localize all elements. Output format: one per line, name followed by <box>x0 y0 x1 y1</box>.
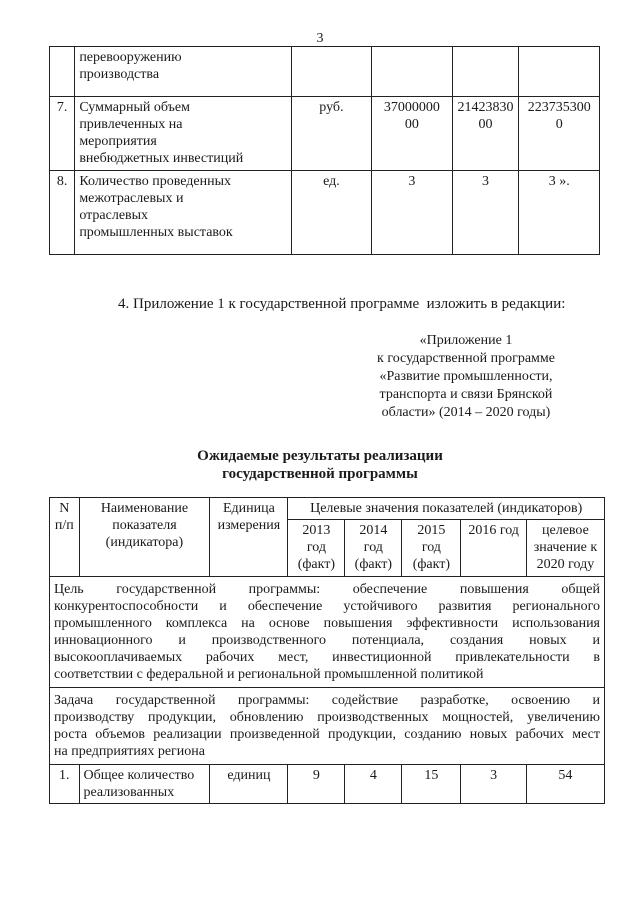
value-2: 21423830 00 <box>452 97 519 171</box>
unit: ед. <box>291 171 372 255</box>
program-task: Задача государственной программы: содействие разработке, освоению и производству продукции, обновлению производственных мощностей, увеличению роста объемов реализации произведенной продукции, созданию новых рабочих мест на предприятиях региона <box>50 688 605 765</box>
value-3: 3 ». <box>519 171 600 255</box>
row-number: 1. <box>50 765 80 804</box>
value: 9 <box>288 765 345 804</box>
page-number: 3 <box>316 31 324 46</box>
value-1: 3 <box>372 171 453 255</box>
table-row <box>50 171 600 255</box>
section-heading: Ожидаемые результаты реализации государственной программы <box>197 448 443 482</box>
year-header: целевое значение к 2020 году <box>526 520 604 577</box>
indicator-name: Общее количество реализованных <box>79 765 210 804</box>
unit: единиц <box>210 765 288 804</box>
year-header: 2016 год <box>461 520 526 577</box>
header-target-values: Целевые значения показателей (индикаторов) <box>288 498 605 520</box>
indicator-name: Суммарный объем привлеченных на мероприятия внебюджетных инвестиций <box>75 97 291 171</box>
header-unit: Единица измерения <box>210 498 288 577</box>
year-header: 2013 год (факт) <box>288 520 345 577</box>
row-number <box>50 47 75 97</box>
top-table <box>49 46 600 255</box>
amendment-paragraph: 4. Приложение 1 к государственной программе изложить в редакции: <box>118 296 566 312</box>
table-row <box>50 765 605 804</box>
value-1: 37000000 00 <box>372 97 453 171</box>
value: 54 <box>526 765 604 804</box>
results-table <box>49 497 605 804</box>
table-row <box>50 47 600 97</box>
row-number: 8. <box>50 171 75 255</box>
year-header: 2015 год (факт) <box>402 520 461 577</box>
value-1 <box>372 47 453 97</box>
unit: руб. <box>291 97 372 171</box>
header-number: N п/п <box>50 498 80 577</box>
program-goal: Цель государственной программы: обеспечение повышения общей конкурентоспособности и обеспечение устойчивого развития регионального промышленного комплекса на основе повышения эффективности использования инновационного и производственного потенциала, создания новых и высокооплачиваемых рабочих мест, инвестиционной привлекательности в соответствии с федеральной и региональной промышленной политикой <box>50 577 605 688</box>
value: 3 <box>461 765 526 804</box>
year-header: 2014 год (факт) <box>345 520 402 577</box>
unit <box>291 47 372 97</box>
row-number: 7. <box>50 97 75 171</box>
value-3 <box>519 47 600 97</box>
indicator-name: Количество проведенных межотраслевых и отраслевых промышленных выставок <box>75 171 291 255</box>
value: 15 <box>402 765 461 804</box>
value: 4 <box>345 765 402 804</box>
header-indicator-name: Наименование показателя (индикатора) <box>79 498 210 577</box>
appendix-caption: «Приложение 1 к государственной программе «Развитие промышленности, транспорта и связи Брянской области» (2014 – 2020 годы) <box>377 333 555 420</box>
indicator-name: перевооружению производства <box>75 47 291 97</box>
value-3: 223735300 0 <box>519 97 600 171</box>
value-2: 3 <box>452 171 519 255</box>
table-row <box>50 97 600 171</box>
value-2 <box>452 47 519 97</box>
